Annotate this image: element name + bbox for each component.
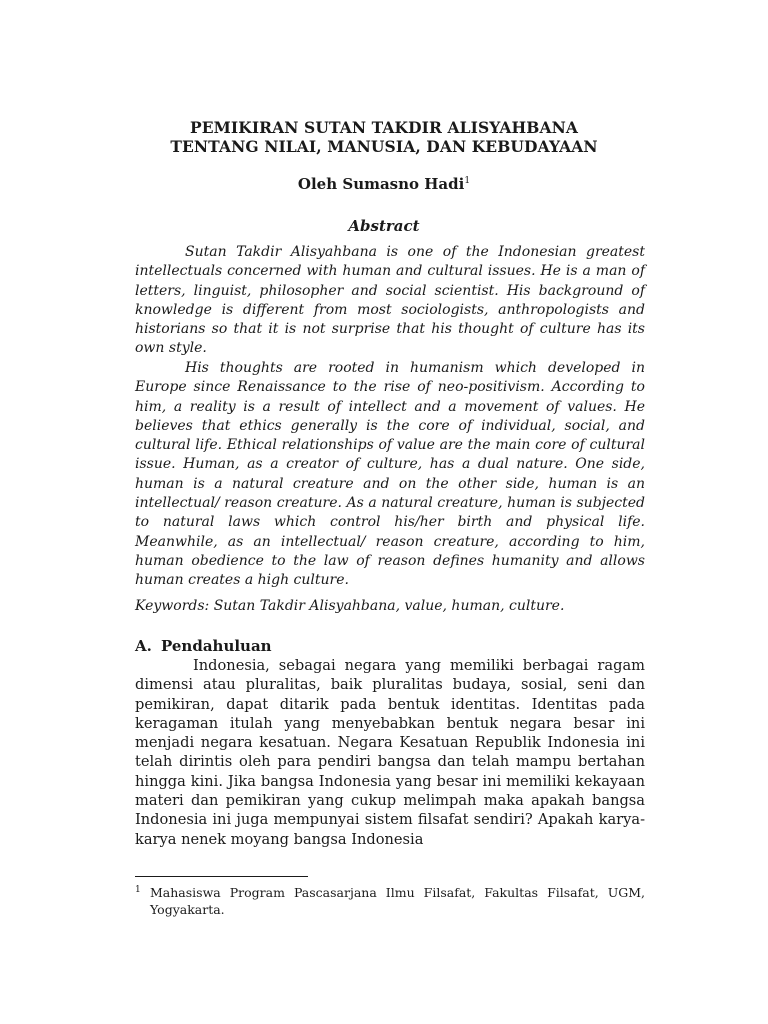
abstract-heading: Abstract xyxy=(348,217,420,235)
paper-title-line-2: TENTANG NILAI, MANUSIA, DAN KEBUDAYAAN xyxy=(170,137,598,156)
section-heading xyxy=(135,636,272,656)
author-name: Oleh Sumasno Hadi xyxy=(297,175,465,193)
abstract-paragraph-1: Sutan Takdir Alisyahbana is one of the Indonesian greatest intellectuals concerned with human and cultural issues. He is a man of letters, linguist, philosopher and social scientist. His background of knowledge is different from most sociologists, anthropologists and historians so that it is not surprise that his thought of culture has its own style. xyxy=(135,244,645,357)
footnote-text-2: Yogyakarta. xyxy=(150,902,225,917)
author-footnote-mark: 1 xyxy=(464,176,471,186)
section-title: Pendahuluan xyxy=(161,637,272,655)
footnote xyxy=(135,884,645,918)
footnote-divider xyxy=(135,876,308,877)
footnote-line-1: 1 Mahasiswa Program Pascasarjana Ilmu Filsafat, Fakultas Filsafat, UGM, xyxy=(135,885,645,900)
section-number: A. xyxy=(135,637,152,655)
body-paragraph-1: Indonesia, sebagai negara yang memiliki berbagai ragam dimensi atau pluralitas, baik pluralitas budaya, sosial, seni dan pemikiran, dapat ditarik pada bentuk identitas. Identitas pada keragaman itulah yang menyebabkan bentuk negara besar ini menjadi negara kesatuan. Negara Kesatuan Republik Indonesia ini telah dirintis oleh para pendiri bangsa dan telah mampu bertahan hingga kini. Jika bangsa Indonesia yang besar ini memiliki kekayaan materi dan pemikiran yang cukup melimpah maka apakah bangsa Indonesia ini juga mempunyai sistem filsafat sendiri? Apakah karya-karya nenek moyang bangsa Indonesia xyxy=(135,657,645,848)
abstract-paragraph-2: His thoughts are rooted in humanism which developed in Europe since Renaissance to the rise of neo-positivism. According to him, a reality is a result of intellect and a movement of values. He believes that ethics generally is the core of individual, social, and cultural life. Ethical relationships of value are the main core of cultural issue. Human, as a creator of culture, has a dual nature. One side, human is a natural creature and on the other side, human is an intellectual/ reason creature. As a natural creature, human is subjected to natural laws which control his/her birth and physical life. Meanwhile, as an intellectual/ reason creature, according to him, human obedience to the law of reason defines humanity and allows human creates a high culture. xyxy=(135,360,645,589)
footnote-text-1: Mahasiswa Program Pascasarjana Ilmu Filsafat, Fakultas Filsafat, UGM, xyxy=(150,885,645,900)
author-byline xyxy=(100,174,668,194)
paper-title-line-1: PEMIKIRAN SUTAN TAKDIR ALISYAHBANA xyxy=(189,118,579,137)
keywords: Keywords: Sutan Takdir Alisyahbana, value, human, culture. xyxy=(135,598,565,614)
